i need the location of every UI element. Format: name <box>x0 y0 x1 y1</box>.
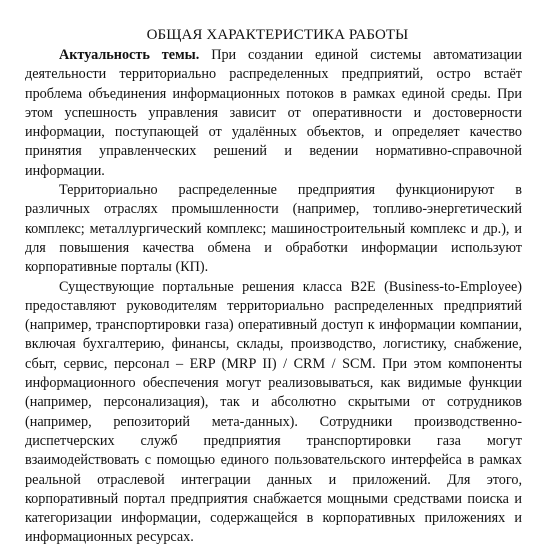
document-title: ОБЩАЯ ХАРАКТЕРИСТИКА РАБОТЫ <box>146 27 409 43</box>
paragraph-text: Существующие портальные решения класса B2E (Business-to-Employee) предоставляют руководителям территориально распределенных предприятий (например, транспортировки газа) оперативный доступ к информации компании, включая бухгалтерию, финансы, склады, производство, логистику, снабжение, сбыт, сервис, персонал – ERP (MRP II) / CRM / SCM. При этом компоненты информационного обеспечения могут реализовываться, как видимые функции (например, персонализация), так и абсолютно скрытыми от сотрудников (например, репозиторий мета-данных). Сотрудники производственно-диспетчерских служб предприятия транспортировки газа могут взаимодействовать с помощью единого пользовательского интерфейса в рамках реальной отраслевой интеграции данных и приложений. Для этого, корпоративный портал предприятия снабжается мощными средствами поиска и категоризации информации, содержащейся в корпоративных приложениях и информационных ресурсах. <box>25 278 522 546</box>
paragraph-portal-solutions <box>25 278 522 548</box>
paragraph-text: При создании единой системы автоматизации деятельности территориально распределенных предприятий, остро встаёт проблема объединения информационных потоков в рамках единой среды. При этом успешность управления зависит от оперативности и достоверности информации, поступающей от удалённых объектов, и определяет качество принятия управленческих решений и ведении нормативно-справочной информации. <box>25 47 522 179</box>
paragraph-text: Территориально распределенные предприятия функционируют в различных отраслях промышленности (например, топливо-энергетический комплекс; металлургический комплекс; машиностроительный комплекс и др.), и для повышения качества обмена и обработки информации используют корпоративные порталы (КП). <box>25 182 522 276</box>
paragraph-lead: Актуальность темы. <box>59 47 200 63</box>
paragraph-relevance <box>25 46 522 181</box>
paragraph-enterprises <box>25 181 522 277</box>
